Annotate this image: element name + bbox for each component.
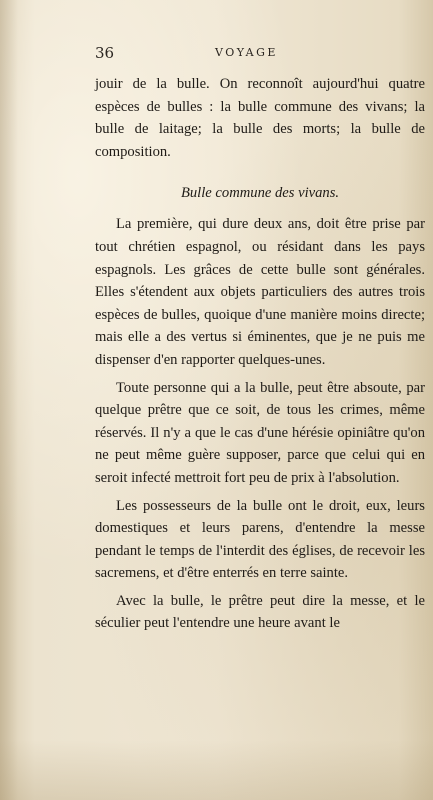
- paragraph: Avec la bulle, le prêtre peut dire la messe, et le séculier peut l'entendre une heure avant le: [95, 592, 425, 632]
- paragraph: La première, qui dure deux ans, doit être prise par tout chrétien espagnol, ou résidant dans les pays espagnols. Les grâces de cette bulle sont générales. Elles s'étendent aux objets particuliers des autres trois espèces de bulles, quoique d'une manière moins directe; mais elle a des vertus si éminentes, que je ne puis me dispenser d'en rapporter quelques-unes.: [95, 216, 425, 368]
- page-header: [95, 44, 425, 66]
- opening-paragraph: jouir de la bulle. On reconnoît aujourd'hui quatre espèces de bulles : la bulle commune des vivans; la bulle de laitage; la bulle des morts; la bulle de composition.: [95, 76, 425, 160]
- body-text: [95, 73, 425, 640]
- running-head: VOYAGE: [215, 46, 278, 59]
- paragraph: Toute personne qui a la bulle, peut être absoute, par quelque prêtre que ce soit, de tous les crimes, même réservés. Il n'y a que le cas d'une hérésie opiniâtre qu'on ne peut même guère supposer, parce que celui qui en seroit infecté mettroit fort peu de prix à l'absolution.: [95, 379, 425, 486]
- paragraph: Les possesseurs de la bulle ont le droit, eux, leurs domestiques et leurs parens, d'entendre la messe pendant le temps de l'interdit des églises, de recevoir les sacremens, et d'être enterrés en terre sainte.: [95, 497, 425, 582]
- section-heading: Bulle commune des vivans.: [180, 185, 340, 202]
- page-number: 36: [95, 44, 115, 62]
